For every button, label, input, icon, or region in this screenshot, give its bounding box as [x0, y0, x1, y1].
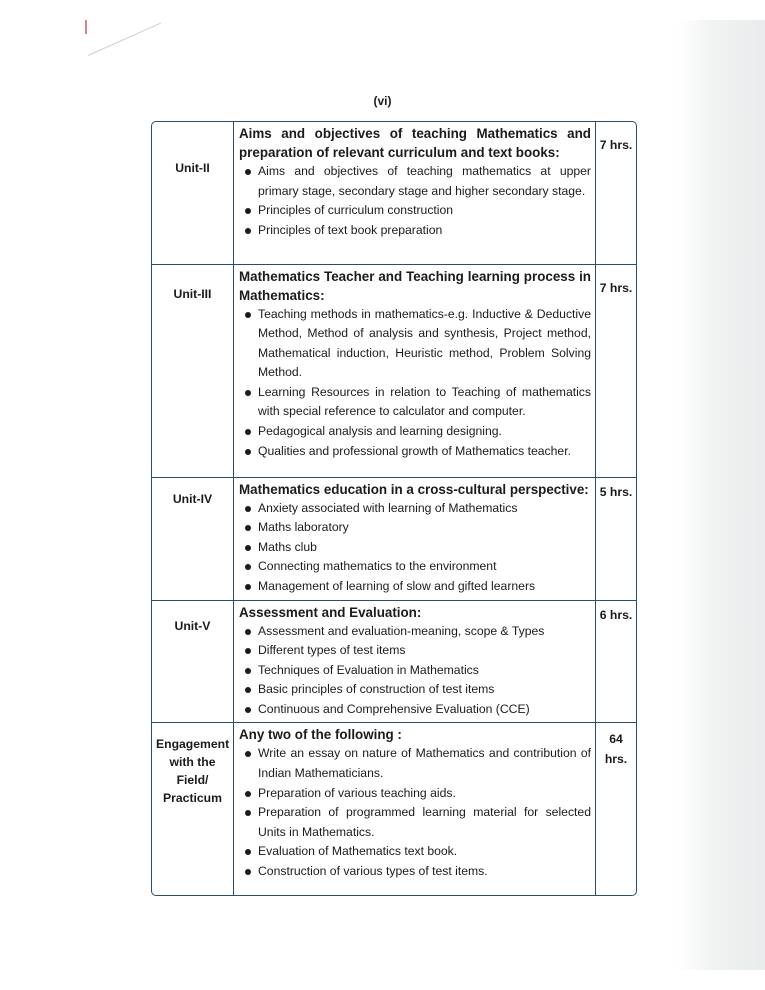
section-heading: Mathematics education in a cross-cultural perspective: — [239, 481, 589, 497]
hours-label: 7 hrs. — [599, 280, 633, 295]
topic-list — [239, 162, 591, 240]
table-row — [152, 723, 636, 895]
content-cell — [234, 264, 596, 477]
list-item: Qualities and professional growth of Mathematics teacher. — [239, 442, 591, 462]
scan-artifact — [85, 20, 87, 34]
unit-label: Unit-III — [173, 286, 212, 301]
list-item: Preparation of programmed learning material for selected Units in Mathematics. — [239, 803, 591, 842]
list-item: Different types of test items — [239, 641, 591, 661]
list-item: Anxiety associated with learning of Mathematics — [239, 499, 591, 519]
list-item: Pedagogical analysis and learning designing. — [239, 422, 591, 442]
unit-label: Engagement with the Field/ Practicum — [156, 737, 230, 806]
topic-list — [239, 305, 591, 462]
hours-label: 7 hrs. — [599, 138, 633, 152]
unit-cell — [152, 477, 234, 600]
hours-label: 64 hrs. — [604, 732, 628, 767]
table-row — [152, 600, 636, 723]
unit-cell — [152, 723, 234, 895]
hours-label: 5 hrs. — [599, 484, 633, 499]
content-cell — [234, 600, 596, 723]
list-item: Basic principles of construction of test items — [239, 680, 591, 700]
topic-list — [239, 744, 591, 881]
list-item: Construction of various types of test items. — [239, 862, 591, 882]
topic-list — [239, 622, 591, 720]
list-item: Connecting mathematics to the environment — [239, 557, 591, 577]
table-row — [152, 477, 636, 600]
content-cell — [234, 477, 596, 600]
list-item: Write an essay on nature of Mathematics and contribution of Indian Mathematicians. — [239, 744, 591, 783]
list-item: Principles of curriculum construction — [239, 201, 591, 221]
content-cell — [234, 122, 596, 264]
section-heading: Any two of the following : — [239, 727, 402, 743]
hours-cell — [596, 723, 637, 895]
topic-list — [239, 499, 591, 597]
list-item: Continuous and Comprehensive Evaluation (CCE) — [239, 700, 591, 720]
list-item: Techniques of Evaluation in Mathematics — [239, 661, 591, 681]
list-item: Learning Resources in relation to Teaching of mathematics with special reference to calculator and computer. — [239, 383, 591, 422]
content-cell — [234, 723, 596, 895]
unit-label: Unit-IV — [172, 491, 213, 506]
syllabus-table — [151, 121, 637, 896]
hours-cell — [596, 122, 637, 264]
table-row — [152, 122, 636, 264]
table-row — [152, 264, 636, 477]
unit-label: Unit-V — [174, 618, 211, 633]
list-item: Preparation of various teaching aids. — [239, 784, 591, 804]
hours-label: 6 hrs. — [599, 607, 633, 622]
scan-artifact-line — [88, 23, 161, 56]
unit-label: Unit-II — [175, 161, 210, 175]
list-item: Principles of text book preparation — [239, 221, 591, 241]
section-heading: Assessment and Evaluation: — [239, 604, 422, 620]
section-heading: Mathematics Teacher and Teaching learning process in Mathematics: — [239, 268, 591, 303]
list-item: Assessment and evaluation-meaning, scope & Types — [239, 622, 591, 642]
list-item: Aims and objectives of teaching mathematics at upper primary stage, secondary stage and higher secondary stage. — [239, 162, 591, 201]
list-item: Management of learning of slow and gifted learners — [239, 577, 591, 597]
list-item: Teaching methods in mathematics-e.g. Inductive & Deductive Method, Method of analysis and synthesis, Project method, Mathematical induction, Heuristic method, Problem Solving Method. — [239, 305, 591, 383]
page-number: (vi) — [373, 94, 392, 108]
section-heading: Aims and objectives of teaching Mathematics and preparation of relevant curriculum and text books: — [239, 126, 591, 160]
list-item: Maths club — [239, 538, 591, 558]
list-item: Evaluation of Mathematics text book. — [239, 842, 591, 862]
unit-cell — [152, 600, 234, 723]
hours-cell — [596, 477, 637, 600]
page-shadow — [677, 20, 765, 970]
unit-cell — [152, 122, 234, 264]
hours-cell — [596, 264, 637, 477]
hours-cell — [596, 600, 637, 723]
list-item: Maths laboratory — [239, 518, 591, 538]
unit-cell — [152, 264, 234, 477]
